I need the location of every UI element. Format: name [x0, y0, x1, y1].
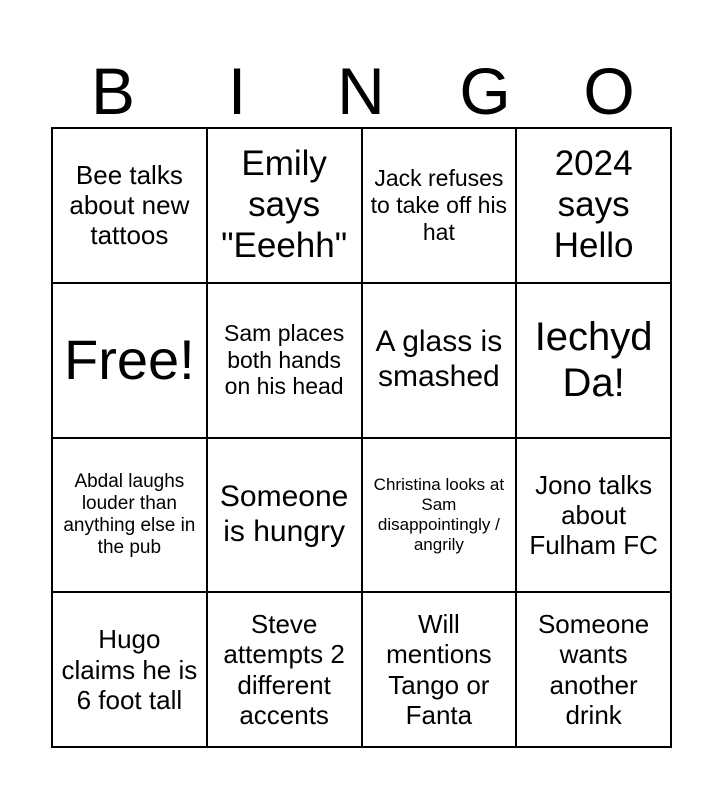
cell-text: Jono talks about Fulham FC: [529, 469, 658, 560]
bingo-cell[interactable]: [363, 129, 518, 284]
cell-text: Iechyd Da!: [534, 314, 653, 406]
bingo-cell[interactable]: [208, 439, 363, 594]
bingo-cell[interactable]: [53, 439, 208, 594]
cell-text: 2024 says Hello: [553, 144, 634, 265]
cell-text: Abdal laughs louder than anything else in the pub: [63, 470, 196, 558]
cell-text: Bee talks about new tattoos: [69, 160, 190, 251]
cell-text: Jack refuses to take off his hat: [370, 165, 508, 245]
cell-text: Will mentions Tango or Fanta: [386, 609, 492, 730]
cell-text: Someone is hungry: [219, 480, 349, 548]
bingo-cell[interactable]: [517, 593, 672, 748]
bingo-header: [51, 56, 671, 126]
bingo-cell[interactable]: [208, 284, 363, 439]
cell-text: Christina looks at Sam disappointingly / angrily: [373, 475, 505, 554]
header-letter-o: O: [583, 54, 635, 128]
cell-text: Someone wants another drink: [537, 609, 650, 730]
cell-text: Sam places both hands on his head: [224, 320, 345, 400]
cell-text: A glass is smashed: [375, 325, 503, 394]
bingo-cell[interactable]: [363, 593, 518, 748]
cell-text: Hugo claims he is 6 foot tall: [61, 624, 198, 715]
bingo-cell[interactable]: [363, 284, 518, 439]
bingo-cell[interactable]: [517, 439, 672, 594]
header-letter-g: G: [459, 54, 511, 128]
bingo-cell[interactable]: [53, 129, 208, 284]
bingo-cell[interactable]: [208, 593, 363, 748]
bingo-cell[interactable]: [517, 129, 672, 284]
cell-text: Emily says "Eeehh": [221, 144, 348, 265]
free-space-text: Free!: [64, 327, 195, 391]
bingo-cell[interactable]: [53, 593, 208, 748]
cell-text: Steve attempts 2 different accents: [223, 609, 345, 730]
bingo-card: [51, 127, 672, 748]
bingo-cell[interactable]: [363, 439, 518, 594]
bingo-cell[interactable]: [208, 129, 363, 284]
header-letter-i: I: [227, 54, 247, 128]
header-letter-b: B: [90, 54, 136, 128]
bingo-cell[interactable]: [517, 284, 672, 439]
free-space-cell[interactable]: [53, 284, 208, 439]
header-letter-n: N: [337, 54, 385, 128]
